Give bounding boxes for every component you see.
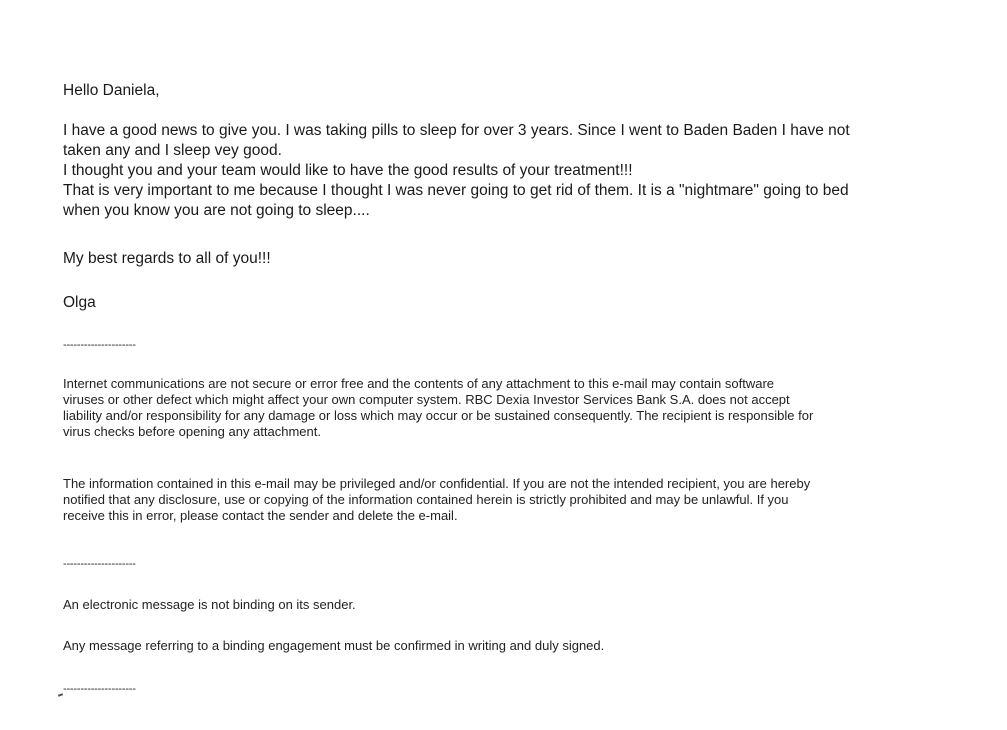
separator-line: --------------------- — [63, 683, 136, 695]
disclaimer-line: Internet communications are not secure or error free and the contents of any attachment to this e-mail may contain software — [63, 376, 775, 391]
closing: My best regards to all of you!!! — [63, 250, 271, 267]
message-body — [63, 121, 850, 221]
confidentiality-disclaimer — [63, 476, 810, 524]
disclaimer-line: virus checks before opening any attachment. — [63, 424, 321, 439]
disclaimer-line: viruses or other defect which might affect your own computer system. RBC Dexia Investor Services Bank S.A. does not accept — [63, 392, 790, 407]
disclaimer-line: receive this in error, please contact the sender and delete the e-mail. — [63, 508, 458, 523]
disclaimer-line: liability and/or responsibility for any damage or loss which may occur or be sustained consequently. The recipient is responsible for — [63, 408, 814, 423]
body-line: That is very important to me because I thought I was never going to get rid of them. It is a "nightmare" going to bed — [63, 182, 849, 199]
not-binding-notice: An electronic message is not binding on its sender. — [63, 597, 356, 612]
separator-line: --------------------- — [63, 558, 136, 570]
body-line: I have a good news to give you. I was taking pills to sleep for over 3 years. Since I went to Baden Baden I have not — [63, 122, 850, 139]
pen-mark — [58, 693, 63, 697]
confirmation-notice: Any message referring to a binding engagement must be confirmed in writing and duly signed. — [63, 638, 605, 653]
disclaimer-line: notified that any disclosure, use or copying of the information contained herein is strictly prohibited and may be unlawful. If you — [63, 492, 789, 507]
security-disclaimer — [63, 376, 813, 440]
body-line: taken any and I sleep vey good. — [63, 142, 282, 159]
greeting: Hello Daniela, — [63, 82, 160, 99]
body-line: I thought you and your team would like to have the good results of your treatment!!! — [63, 162, 633, 179]
signature: Olga — [63, 294, 96, 311]
body-line: when you know you are not going to sleep.... — [63, 202, 370, 219]
disclaimer-line: The information contained in this e-mail may be privileged and/or confidential. If you are not the intended recipient, you are hereby — [63, 476, 811, 491]
separator-line: --------------------- — [63, 339, 136, 351]
